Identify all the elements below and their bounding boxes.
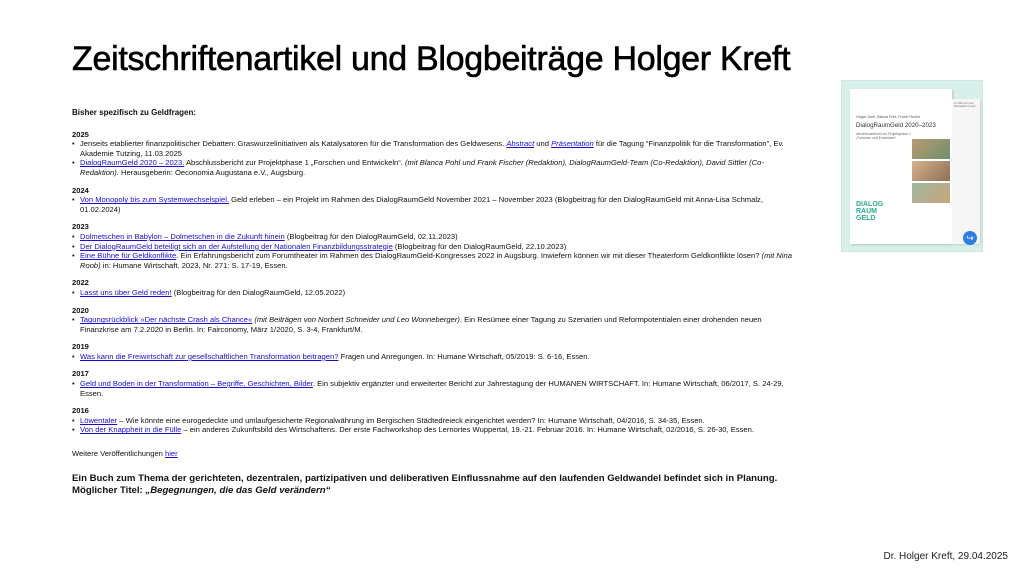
publication-text: als Katalysatoren für die Transformation des Geldwesens.	[307, 139, 507, 149]
publication-text: Fragen und Anregungen. In: Humane Wirtschaft, 05/2019: S. 6-16, Essen.	[338, 351, 590, 361]
publication-link[interactable]: Löwentaler	[80, 415, 118, 425]
publication-item	[80, 158, 802, 177]
inner-page-text: Im Rahmen des DialogRaumGeld	[954, 101, 976, 109]
report-thumbnail[interactable]	[841, 80, 983, 252]
cover-logo	[856, 201, 883, 222]
cover-authors: Holger Kreft, Blanca Pohl, Frank Fischer	[856, 115, 921, 119]
book-announcement	[72, 473, 802, 498]
report-cover	[850, 89, 952, 244]
intro-heading: Bisher spezifisch zu Geldfragen:	[72, 108, 197, 117]
publication-item	[80, 195, 802, 214]
publication-link[interactable]: DialogRaumGeld 2020 – 2023.	[80, 158, 185, 168]
cover-subtitle: Abschlussbericht zur Projektphase 1 „Forschen und Entwickeln“	[856, 132, 911, 141]
year-heading: 2016	[72, 406, 89, 416]
publication-text: Jenseits etablierter finanzpolitischer Debatten:	[80, 139, 238, 149]
publication-link[interactable]: Was kann die Freiwirtschaft zur gesellschaftlichen Transformation beitragen?	[80, 351, 339, 361]
cover-photos	[912, 139, 950, 205]
publication-link[interactable]: Geld und Boden in der Transformation – Begriffe, Geschichten, Bilder	[80, 379, 313, 389]
publication-text: . Ein subjektiv ergänzter und erweiterter Bericht zur Jahrestagung der HUMANEN WIRTSCHAFT. In: Humane Wirtschaft, 06/2017, S. 24-29, Essen.	[80, 379, 784, 398]
publication-items	[72, 352, 802, 362]
publication-text: Herausgeberin: Oeconomia Augustana e.V., Augsburg.	[118, 167, 306, 177]
publication-link[interactable]: Der DialogRaumGeld beteiligt sich an der Aufstellung der Nationalen Finanzbildungsstrategie	[80, 241, 393, 251]
publication-link[interactable]: Präsentation	[551, 139, 594, 149]
publication-item	[80, 251, 802, 270]
publication-link[interactable]: Dolmetschen in Babylon – Dolmetschen in die Zukunft hinein	[80, 231, 285, 241]
publication-text: – Wie könnte eine eurogedeckte und umlaufgesicherte Regionalwährung im Bergischen Städtedreieck eingerichtet werden? In: Humane Wirtschaft, 04/2016, S. 34-35, Essen.	[117, 415, 705, 425]
book-line-1: Ein Buch zum Thema der gerichteten, dezentralen, partizipativen und deliberativen Einflussnahme auf den laufenden Geldwandel befindet sich in Planung.	[72, 472, 778, 484]
more-text: Weitere Veröffentlichungen	[72, 449, 166, 459]
publication-link[interactable]: Von Monopoly bis zum Systemwechselspiel.	[80, 195, 229, 205]
publication-items	[72, 379, 802, 398]
publication-text: (Blogbeitrag für den DialogRaumGeld, 22.10.2023)	[392, 241, 567, 251]
publication-link[interactable]: Eine Bühne für Geldkonflikte	[80, 251, 177, 261]
cover-logo-line: RAUM	[856, 208, 877, 215]
publication-link[interactable]: Von der Knappheit in die Fülle	[80, 425, 182, 435]
publication-text: – ein anderes Zukunftsbild des Wirtschaftens. Der erste Fachworkshop des Lernortes Wuppertal, 19.-21. Februar 2016. In: Humane Wirtschaft, 02/2016, S. 26-30, Essen.	[181, 425, 754, 435]
publication-items	[72, 315, 802, 334]
publication-item	[80, 315, 802, 334]
year-heading: 2019	[72, 342, 89, 352]
publication-items	[72, 416, 802, 435]
publication-text: (Blogbeitrag für den DialogRaumGeld, 02.11.2023)	[284, 231, 458, 241]
publication-text: Graswurzelinitiativen	[237, 139, 308, 149]
publication-items	[72, 139, 802, 177]
publication-text: . Ein Resümee einer Tagung zu Szenarien und Reformpotentialen einer drohenden neuen Finanzkrise am 7.2.2020 in Berlin. In: Fairconomy, März 1/2020, S. 3-4, Frankfurt/M.	[80, 315, 762, 334]
book-title: „Begegnungen, die das Geld verändern“	[145, 485, 331, 497]
publication-item	[80, 242, 802, 252]
publication-text: in: Humane Wirtschaft. 2023, Nr. 271: S. 17-19, Essen.	[100, 260, 288, 270]
sections-container	[72, 130, 802, 435]
share-icon[interactable]: ↪	[963, 231, 977, 245]
publication-text: für die Tagung “Finanzpolitik für die Transformation”, Ev. Akademie Tutzing, 11.03.2025	[80, 139, 784, 158]
book-line-2	[72, 485, 802, 498]
author-date: Dr. Holger Kreft, 29.04.2025	[883, 551, 1008, 562]
cover-logo-line: DIALOG	[856, 201, 884, 208]
publication-text: (mit Blanca Pohl und Frank Fischer (Redaktion), DialogRaumGeld-Team (Co-Redaktion), David Sittler (Co-Redaktion).	[80, 158, 764, 177]
year-heading: 2023	[72, 222, 89, 232]
publication-items	[72, 195, 802, 214]
publication-link[interactable]: Lasst uns über Geld reden!	[80, 287, 172, 297]
year-heading: 2017	[72, 369, 89, 379]
year-heading: 2022	[72, 278, 89, 288]
year-heading: 2020	[72, 305, 89, 315]
year-heading: 2024	[72, 185, 89, 195]
publication-text: . Ein Erfahrungsbericht zum Forumtheater im Rahmen des DialogRaumGeld-Kongresses 2022 in Augsburg. Inwiefern können wir mit dieser Theaterform Geldkonflikte lösen?	[176, 251, 762, 261]
report-inner-page	[952, 99, 980, 244]
publication-item	[80, 416, 802, 426]
cover-logo-line: GELD	[856, 215, 876, 222]
publication-item	[80, 379, 802, 398]
page-title: Zeitschriftenartikel und Blogbeiträge Holger Kreft	[72, 40, 791, 78]
publication-text: (mit Nina Roob)	[80, 251, 792, 270]
publication-item	[80, 352, 802, 362]
cover-photo	[912, 183, 950, 203]
cover-photo	[912, 161, 950, 181]
publication-item	[80, 288, 802, 298]
more-publications	[72, 449, 802, 459]
publication-list	[72, 108, 802, 498]
more-link[interactable]: hier	[165, 449, 178, 459]
year-heading: 2025	[72, 129, 89, 139]
publication-item	[80, 139, 802, 158]
book-title-prefix: Möglicher Titel:	[72, 485, 146, 497]
publication-text: (Blogbeitrag für den DialogRaumGeld, 12.05.2022)	[171, 287, 346, 297]
publication-link[interactable]: Tagungsrückblick »Der nächste Crash als Chance«	[80, 315, 253, 325]
publication-item	[80, 232, 802, 242]
cover-photo	[912, 139, 950, 159]
publication-link[interactable]: Abstract	[506, 139, 535, 149]
publication-text: und	[534, 139, 552, 149]
publication-text: (mit Beiträgen von Norbert Schneider und Leo Wonneberger)	[252, 315, 460, 325]
cover-title: DialogRaumGeld 2020–2023	[856, 122, 936, 129]
publication-items	[72, 288, 802, 298]
publication-item	[80, 425, 802, 435]
publication-items	[72, 232, 802, 270]
publication-text: Geld erleben – ein Projekt im Rahmen des DialogRaumGeld November 2021 – November 2023 (Blogbeitrag für den DialogRaumGeld mit Anna-Lisa Schmalz, 01.02.2024)	[80, 195, 763, 214]
publication-text: Abschlussbericht zur Projektphase 1 „Forschen und Entwickeln“.	[184, 158, 406, 168]
